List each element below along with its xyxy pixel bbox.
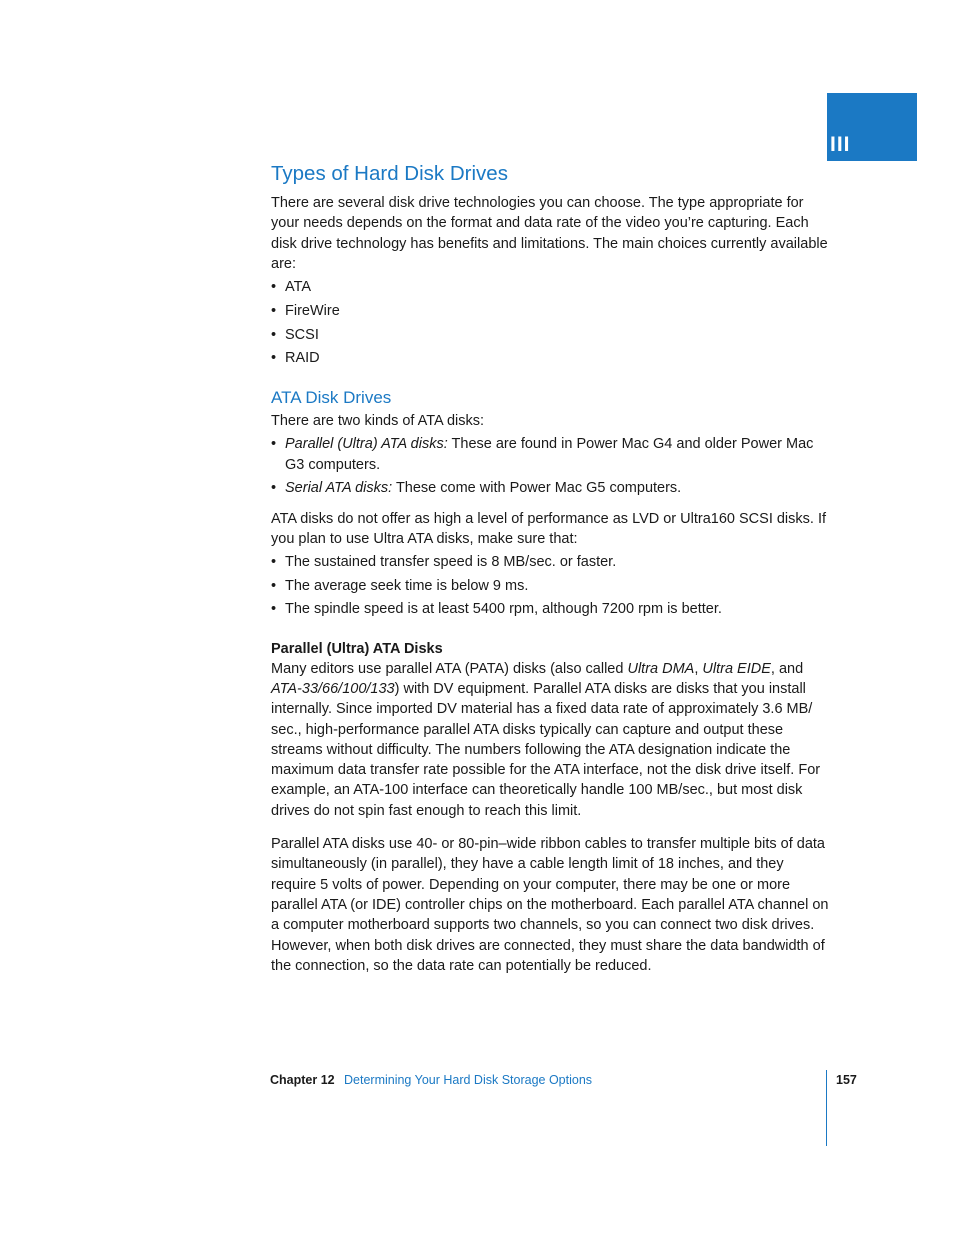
list-item: • ATA [271,277,831,298]
list-item: • The average seek time is below 9 ms. [271,576,831,597]
footer-chapter: Chapter 12 [270,1073,335,1087]
bullet: • [271,350,277,367]
parallel-ata-paragraph-1: Many editors use parallel ATA (PATA) disks (also called Ultra DMA, Ultra EIDE, and ATA-33/66/100/133) with DV equipment. Parallel ATA disks are disks that you install internally. Since imported DV material has a fixed data rate of approximately 3.6 MB/ sec., high-performance parallel ATA disks typically can capture and output these streams without difficulty. The numbers following the ATA designation indicate the maximum data transfer rate possible for the ATA interface, not the disk drive itself. For example, an ATA-100 interface can theoretically handle 100 MB/sec., but most disk drives do not spin fast enough to reach this limit. [271,660,821,819]
page-number: 157 [836,1073,857,1087]
ata-kinds-list [271,434,831,499]
parallel-ata-paragraph-2: Parallel ATA disks use 40- or 80-pin–wide ribbon cables to transfer multiple bits of data simultaneously (in parallel), they have a cable length limit of 18 inches, and they require 5 volts of power. Depending on your computer, there may be one or more parallel ATA (or IDE) controller chips on the motherboard. Each parallel ATA channel on a computer motherboard supports two channels, so you can connect two disk drives. However, when both disk drives are connected, they must share the data bandwidth of the connection, so the data rate can potentially be reduced. [271,836,829,974]
list-item: • FireWire [271,301,831,322]
list-item: • The spindle speed is at least 5400 rpm, although 7200 rpm is better. [271,599,831,620]
list-item: • Serial ATA disks: These come with Power Mac G5 computers. [271,478,831,499]
bullet: • [271,326,277,343]
page-content [271,160,831,976]
list-item: • The sustained transfer speed is 8 MB/sec. or faster. [271,552,831,573]
term: Serial ATA disks: [285,480,393,497]
parallel-ata-heading: Parallel (Ultra) ATA Disks [271,640,443,657]
bullet: • [271,601,277,618]
bullet: • [271,279,277,296]
bullet: • [271,554,277,571]
ata-checks-list [271,552,831,620]
part-tab [827,93,917,161]
part-tab-label: III [830,133,851,156]
term: Parallel (Ultra) ATA disks: [285,436,448,453]
ata-heading: ATA Disk Drives [271,387,392,407]
list-item: • Parallel (Ultra) ATA disks: These are found in Power Mac G4 and older Power Mac G3 computers. [271,436,814,473]
drive-types-list [271,277,831,369]
section-intro: There are several disk drive technologies you can choose. The type appropriate for your needs depends on the format and data rate of the video you’re capturing. Each disk drive technology has benefits and limitations. The main choices currently available are: [271,195,828,272]
section-title: Types of Hard Disk Drives [271,162,508,185]
list-item: • SCSI [271,325,831,346]
list-item: • RAID [271,348,831,369]
bullet: • [271,436,277,453]
footer-divider [826,1070,827,1146]
ata-intro: There are two kinds of ATA disks: [271,412,485,429]
footer-chapter-title: Determining Your Hard Disk Storage Options [344,1073,593,1087]
bullet: • [271,480,277,497]
ata-performance-paragraph: ATA disks do not offer as high a level of performance as LVD or Ultra160 SCSI disks. If you plan to use Ultra ATA disks, make sure that: [271,510,827,547]
bullet: • [271,577,277,594]
bullet: • [271,302,277,319]
